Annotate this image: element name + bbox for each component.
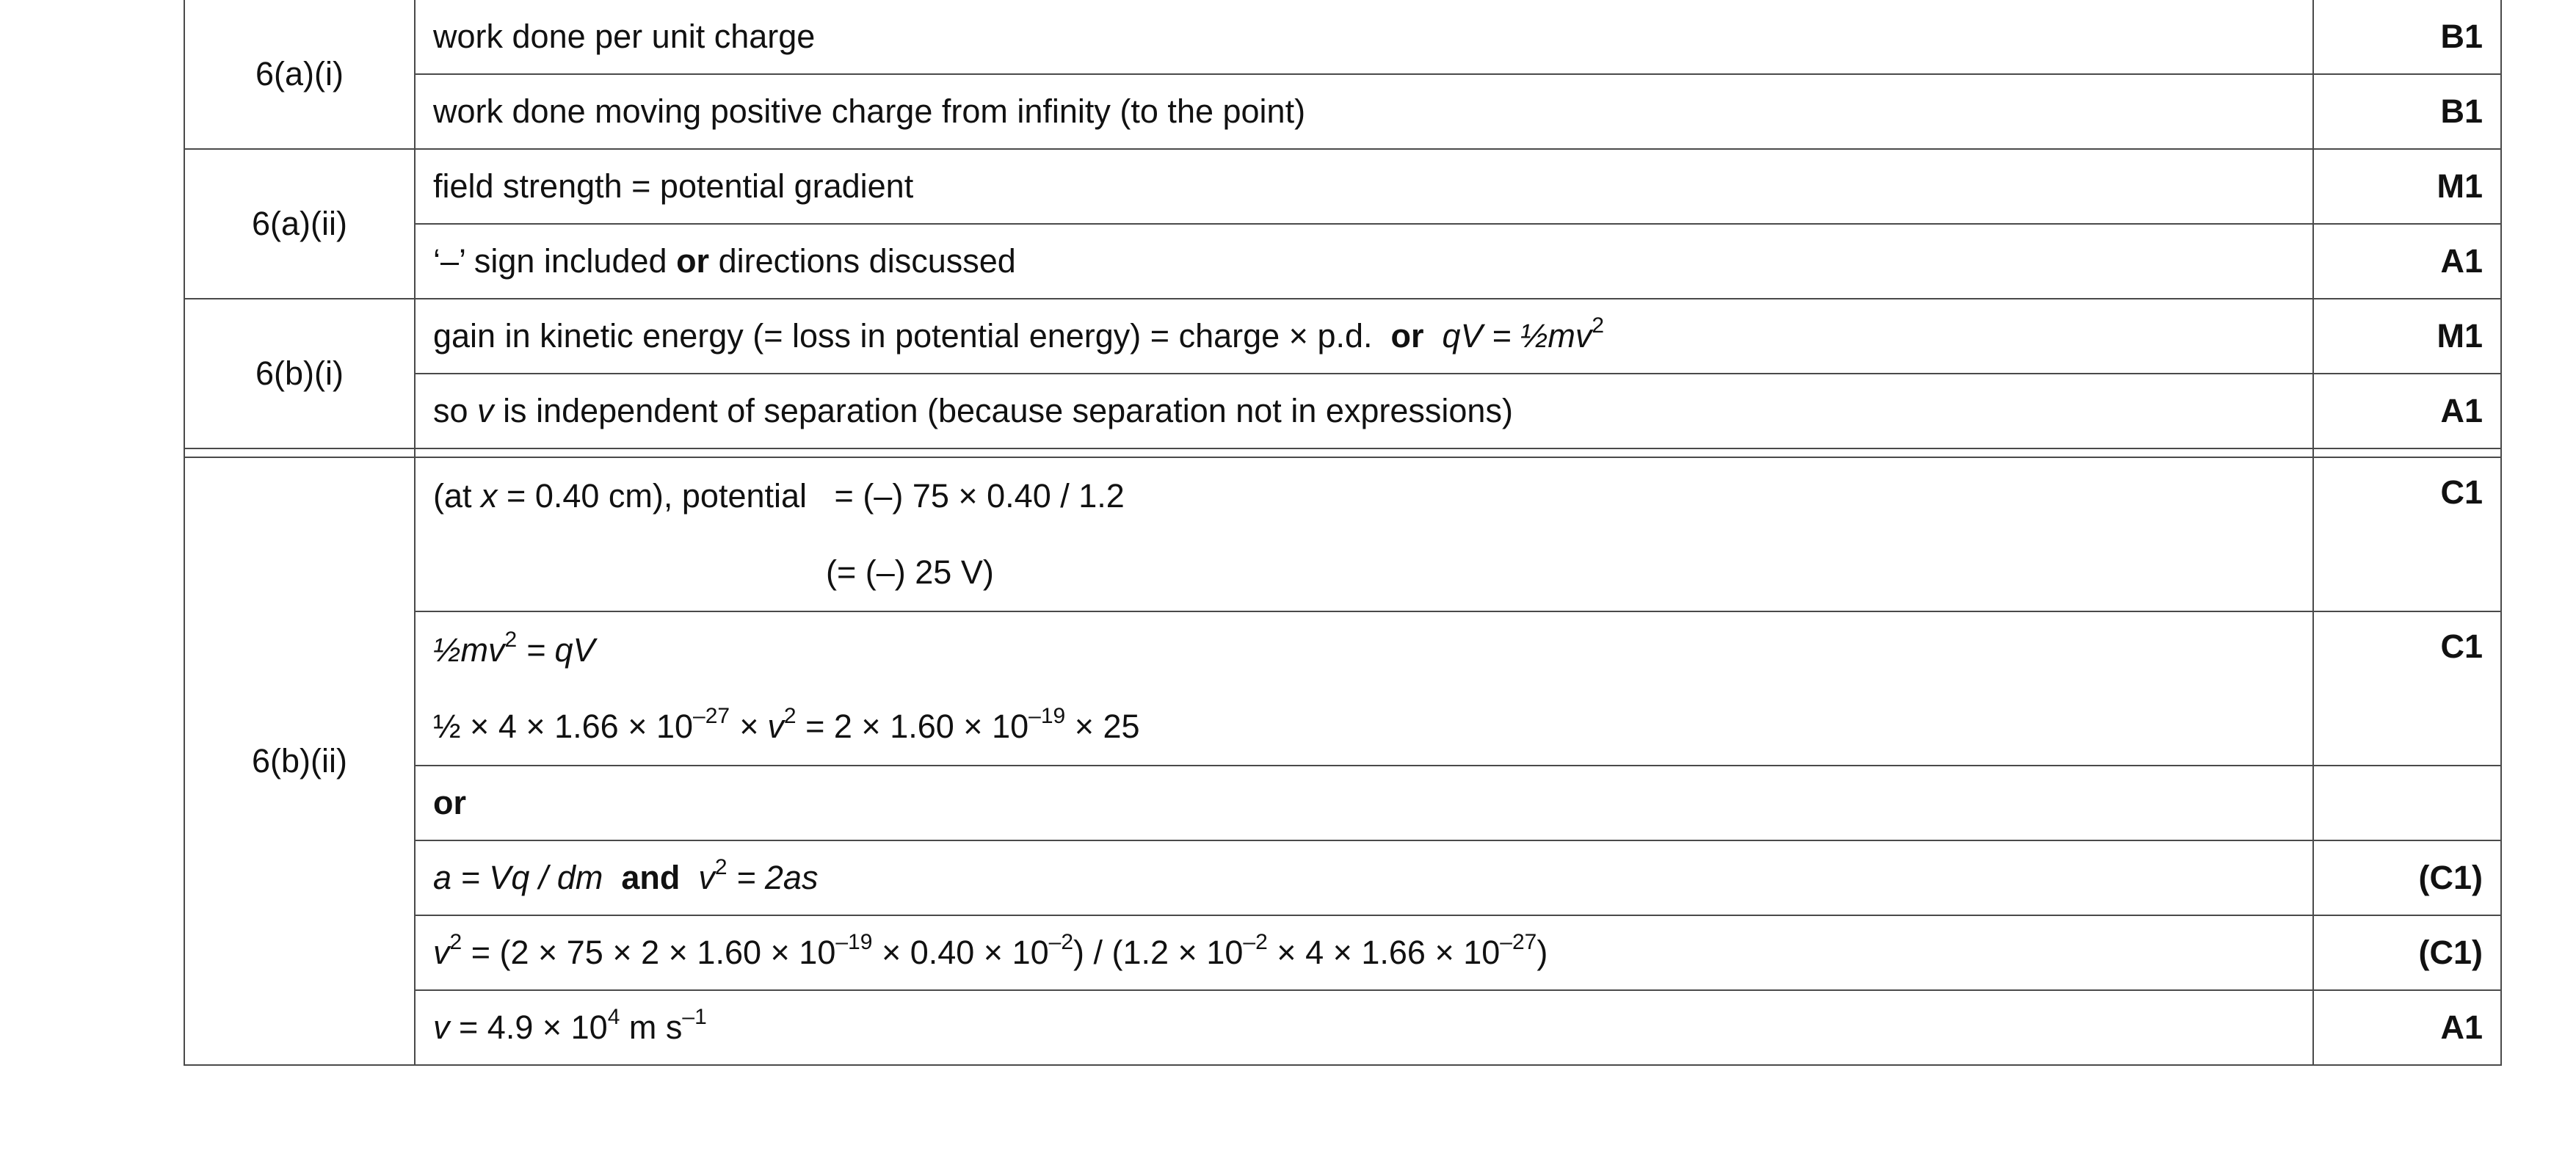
mark-cell: B1: [2313, 0, 2501, 74]
answer-variable: v: [433, 1009, 450, 1047]
separator-cell: [415, 448, 2313, 457]
table-row: [184, 840, 2501, 915]
answer-connective: or: [676, 242, 710, 280]
superscript: 2: [1592, 313, 1605, 338]
answer-text: × 25: [1074, 708, 1140, 745]
answer-formula: ½mv: [433, 631, 505, 669]
table-row: [184, 149, 2501, 224]
superscript: –19: [1028, 704, 1066, 728]
answer-formula: a = Vq / dm: [433, 859, 603, 897]
answer-text: directions discussed: [718, 242, 1016, 280]
answer-cell: [415, 611, 2313, 766]
answer-connective: and: [621, 859, 681, 897]
table-row: [184, 74, 2501, 149]
answer-variable: v: [477, 392, 494, 430]
superscript: –27: [1500, 930, 1537, 955]
answer-text: so: [433, 392, 468, 430]
table-row: [184, 224, 2501, 299]
answer-variable: v: [433, 934, 450, 972]
answer-text: = 0.40 cm), potential = (–) 75 × 0.40 / 1.2: [507, 477, 1125, 515]
table-row: [184, 915, 2501, 990]
table-row: [184, 0, 2501, 74]
superscript: –2: [1048, 930, 1074, 955]
answer-cell: [415, 224, 2313, 299]
answer-cell: [415, 299, 2313, 374]
table-row: [184, 457, 2501, 611]
superscript: –2: [1243, 930, 1268, 955]
answer-text: ½ × 4 × 1.66 × 10: [433, 708, 694, 745]
answer-connective: or: [1390, 317, 1424, 355]
mark-cell: A1: [2313, 374, 2501, 448]
superscript: –1: [682, 1005, 707, 1030]
answer-formula: = qV: [526, 631, 595, 669]
superscript: 2: [714, 855, 728, 880]
answer-cell: [415, 915, 2313, 990]
section-separator: [184, 448, 2501, 457]
answer-cell: [415, 840, 2313, 915]
mark-cell: (C1): [2313, 840, 2501, 915]
table-row: [184, 374, 2501, 448]
answer-formula: v: [698, 859, 715, 897]
question-number: 6(b)(ii): [184, 457, 415, 1065]
answer-text: gain in kinetic energy (= loss in potential energy) = charge × p.d.: [433, 317, 1373, 355]
separator-cell: [184, 448, 415, 457]
answer-cell: field strength = potential gradient: [415, 149, 2313, 224]
mark-cell: [2313, 766, 2501, 840]
mark-cell: B1: [2313, 74, 2501, 149]
answer-variable: x: [481, 477, 498, 515]
superscript: 4: [607, 1005, 620, 1030]
answer-cell: [415, 990, 2313, 1065]
answer-formula: × v: [739, 708, 784, 745]
answer-cell: work done moving positive charge from infinity (to the point): [415, 74, 2313, 149]
answer-formula: qV = ½mv: [1442, 317, 1592, 355]
question-number: 6(a)(ii): [184, 149, 415, 299]
answer-formula: = 2as: [736, 859, 819, 897]
answer-text: ): [1536, 934, 1548, 972]
mark-cell: (C1): [2313, 915, 2501, 990]
table-row: [184, 299, 2501, 374]
answer-text: = (2 × 75 × 2 × 1.60 × 10: [471, 934, 836, 972]
answer-text: ) / (1.2 × 10: [1073, 934, 1244, 972]
mark-scheme: [184, 0, 2483, 1066]
table-row: [184, 611, 2501, 766]
answer-text: (at: [433, 477, 472, 515]
answer-text: m s: [628, 1009, 683, 1047]
answer-line: [433, 703, 2295, 752]
answer-text: ‘–’ sign included: [433, 242, 667, 280]
mark-cell: M1: [2313, 299, 2501, 374]
mark-cell: A1: [2313, 224, 2501, 299]
answer-cell: work done per unit charge: [415, 0, 2313, 74]
answer-text: = 2 × 1.60 × 10: [805, 708, 1029, 745]
superscript: –27: [693, 704, 730, 728]
question-number: 6(b)(i): [184, 299, 415, 448]
answer-text: × 4 × 1.66 × 10: [1277, 934, 1501, 972]
table-row: [184, 766, 2501, 840]
mark-cell: C1: [2313, 611, 2501, 766]
question-number: 6(a)(i): [184, 0, 415, 149]
answer-cell: [415, 766, 2313, 840]
answer-text: is independent of separation (because separation not in expressions): [503, 392, 1513, 430]
superscript: –19: [835, 930, 873, 955]
mark-cell: A1: [2313, 990, 2501, 1065]
answer-line: [433, 473, 2295, 549]
answer-connective: or: [433, 784, 466, 822]
answer-text: × 0.40 × 10: [881, 934, 1049, 972]
mark-cell: M1: [2313, 149, 2501, 224]
answer-line: [433, 627, 2295, 703]
superscript: 2: [504, 628, 518, 652]
answer-cell: [415, 457, 2313, 611]
answer-text: = 4.9 × 10: [459, 1009, 608, 1047]
answer-cell: [415, 374, 2313, 448]
mark-cell: C1: [2313, 457, 2501, 611]
answer-line: (= (–) 25 V): [826, 553, 994, 591]
superscript: 2: [449, 930, 462, 955]
separator-cell: [2313, 448, 2501, 457]
table-row: [184, 990, 2501, 1065]
mark-scheme-table: [184, 0, 2502, 1066]
superscript: 2: [783, 704, 797, 728]
